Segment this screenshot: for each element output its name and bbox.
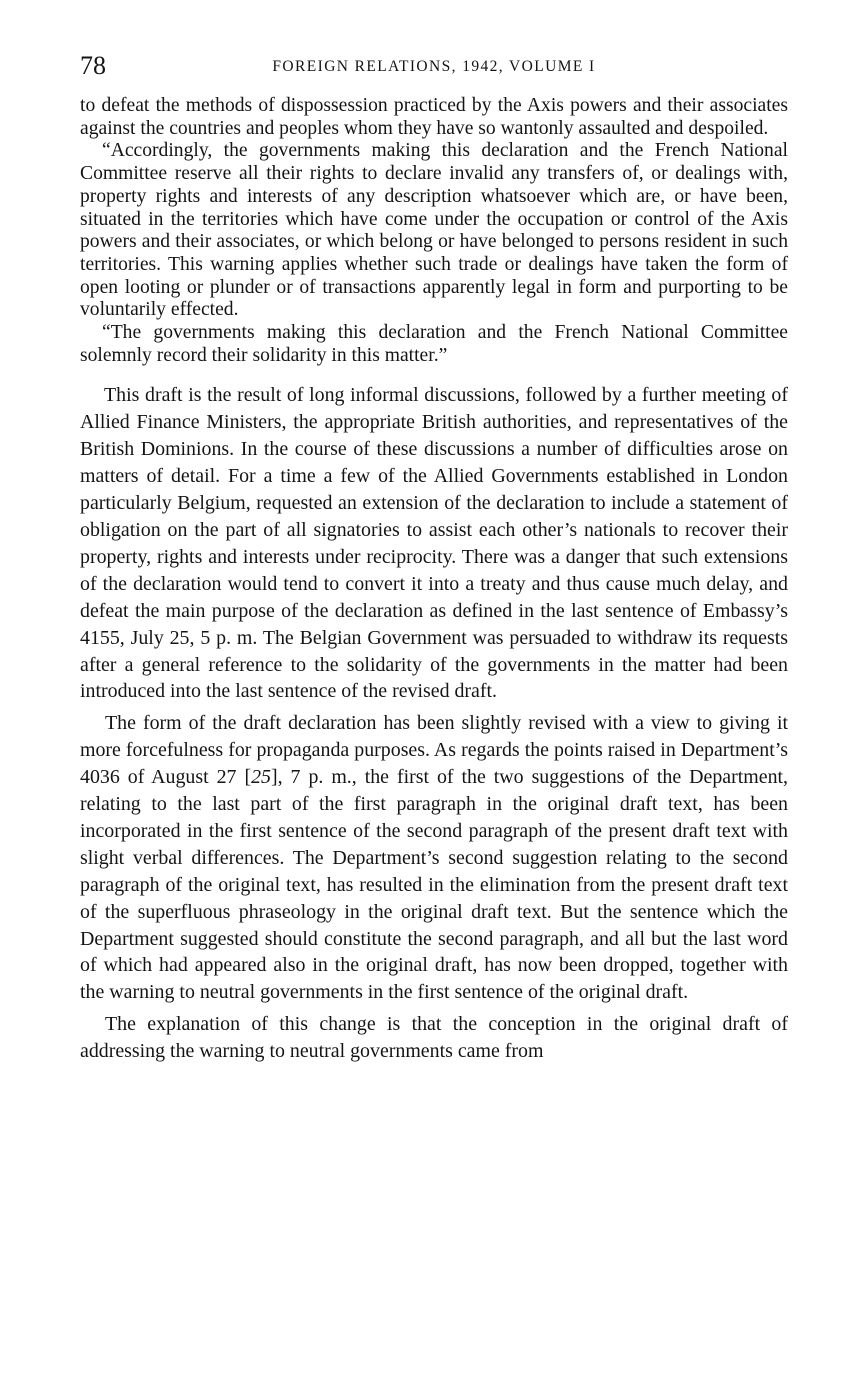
page-body — [80, 95, 788, 1070]
page-number: 78 — [80, 51, 106, 80]
running-title: FOREIGN RELATIONS, 1942, VOLUME I — [272, 58, 596, 75]
body-paragraph-2-text-b: ], 7 p. m., the first of the two suggestions of the Department, relating to the last part of the first paragraph in the original draft text, has been incorporated in the first sentence of the second paragraph of the present draft text with slight verbal differences. The Department’s second suggestion relating to the second paragraph of the original text, has resulted in the elimination from the present draft text of the superfluous phraseology in the original draft text. But the sentence which the Department suggested should constitute the second paragraph, and all but the last word of which had appeared also in the original draft, has now been dropped, together with the warning to neutral governments in the first sentence of the original draft. — [80, 766, 789, 1004]
quote-paragraph-2: “Accordingly, the governments making this declaration and the French National Committee reserve all their rights to declare invalid any transfers of, or dealings with, property rights and interests of any description whatsoever which are, or have been, situated in the territories which have come under the occupation or control of the Axis powers and their associates, or which belong or have belonged to persons resident in such territories. This warning applies whether such trade or dealings have taken the form of open looting or plunder or of transactions apparently legal in form and purporting to be voluntarily effected. — [80, 140, 788, 321]
quote-paragraph-3: “The governments making this declaration and the French National Committee solemnly record their solidarity in this matter.” — [80, 322, 788, 366]
quote-paragraph-1: to defeat the methods of dispossession practiced by the Axis powers and their associates against the countries and peoples whom they have so wantonly assaulted and despoiled. — [80, 95, 788, 139]
body-paragraph-2-text-a: The form of the draft declaration has been slightly revised with a view to giving it more forcefulness for propaganda purposes. As regards the points raised in Department’s 4036 of August 27 [ — [80, 712, 788, 789]
body-paragraph-3: The explanation of this change is that the conception in the original draft of addressing the warning to neutral governments came from — [80, 1013, 788, 1063]
body-paragraph-2-date-correction: 25 — [251, 766, 271, 789]
body-paragraph-2 — [80, 710, 788, 1006]
main-text — [80, 382, 788, 1065]
body-paragraph-1: This draft is the result of long informal discussions, followed by a further meeting of Allied Finance Ministers, the appropriate British authorities, and representatives of the British Dominions. In the course of these discussions a number of difficulties arose on matters of detail. For a time a few of the Allied Governments established in London particularly Belgium, requested an extension of the declaration to include a statement of obligation on the part of all signatories to assist each other’s nationals to recover their property, rights and interests under reciprocity. There was a danger that such extensions of the declaration would tend to convert it into a treaty and thus cause much delay, and defeat the main purpose of the declaration as defined in the last sentence of Embassy’s 4155, July 25, 5 p. m. The Belgian Government was persuaded to withdraw its requests after a general reference to the solidarity of the governments in the matter had been introduced into the last sentence of the revised draft. — [80, 384, 788, 703]
running-head — [80, 51, 788, 83]
quoted-declaration — [80, 95, 788, 367]
